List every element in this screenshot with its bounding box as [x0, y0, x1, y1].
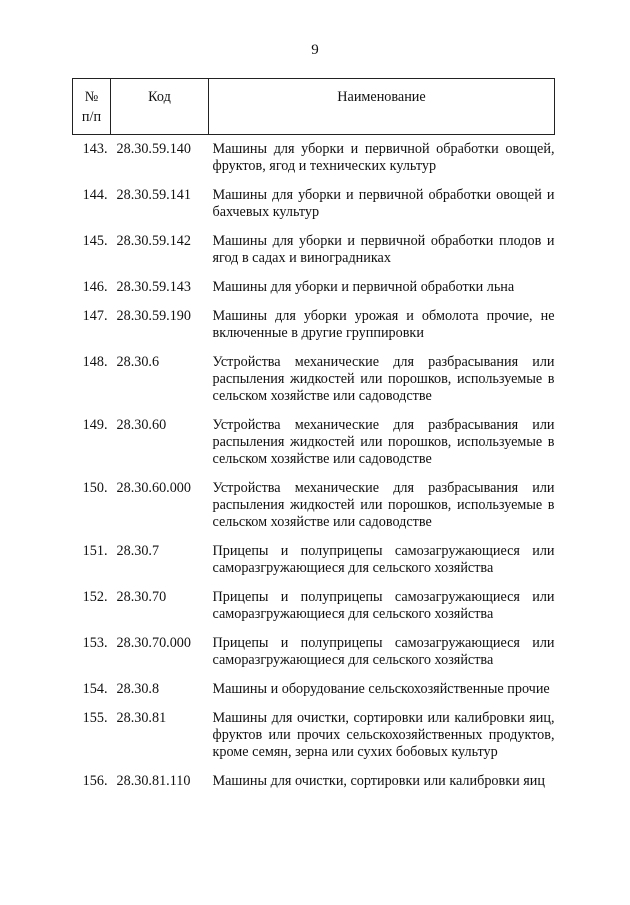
header-number [73, 79, 111, 135]
row-code: 28.30.60.000 [116, 480, 191, 496]
row-name: Прицепы и полуприцепы самозагружающиеся или саморазгружающиеся для сельского хозяйства [212, 635, 555, 668]
table-header-row [73, 79, 555, 135]
row-name: Машины и оборудование сельскохозяйственные прочие [212, 681, 550, 697]
table-row [73, 279, 555, 308]
row-code: 28.30.59.140 [116, 141, 191, 157]
row-number: 155. [82, 710, 108, 726]
row-number: 150. [82, 480, 108, 496]
row-number: 152. [82, 589, 108, 605]
row-name: Прицепы и полуприцепы самозагружающиеся или саморазгружающиеся для сельского хозяйства [212, 589, 555, 622]
row-name: Машины для уборки и первичной обработки льна [212, 279, 515, 295]
table-body [73, 135, 555, 803]
row-name: Прицепы и полуприцепы самозагружающиеся или саморазгружающиеся для сельского хозяйства [212, 543, 555, 576]
row-code: 28.30.6 [116, 354, 160, 370]
row-name: Машины для очистки, сортировки или калибровки яиц [212, 773, 545, 789]
row-number: 146. [82, 279, 108, 295]
row-number: 156. [82, 773, 108, 789]
table-row [73, 187, 555, 233]
classification-table [72, 78, 555, 802]
table-row [73, 354, 555, 417]
row-name: Машины для уборки и первичной обработки овощей и бахчевых культур [212, 187, 555, 220]
table-row [73, 589, 555, 635]
row-code: 28.30.70 [116, 589, 167, 605]
row-name: Машины для уборки и первичной обработки плодов и ягод в садах и виноградниках [212, 233, 555, 266]
table-row [73, 480, 555, 543]
row-code: 28.30.8 [116, 681, 160, 697]
row-number: 144. [82, 187, 108, 203]
row-code: 28.30.81 [116, 710, 167, 726]
row-code: 28.30.59.141 [116, 187, 191, 203]
table-row [73, 233, 555, 279]
row-code: 28.30.59.143 [116, 279, 191, 295]
header-code: Код [111, 79, 209, 135]
row-code: 28.30.81.110 [116, 773, 191, 789]
table-row [73, 681, 555, 710]
row-number: 153. [82, 635, 108, 651]
header-number-symbol: № [84, 89, 99, 105]
row-code: 28.30.59.190 [116, 308, 191, 324]
row-number: 151. [82, 543, 108, 559]
row-name: Устройства механические для разбрасывания или распыления жидкостей или порошков, используемые в сельском хозяйстве или садоводстве [212, 480, 555, 530]
header-name: Наименование [209, 79, 555, 135]
row-name: Устройства механические для разбрасывания или распыления жидкостей или порошков, используемые в сельском хозяйстве или садоводстве [212, 417, 555, 467]
table-row [73, 773, 555, 802]
page-number: 9 [311, 42, 319, 58]
row-code: 28.30.70.000 [116, 635, 191, 651]
table-row [73, 543, 555, 589]
row-code: 28.30.59.142 [116, 233, 191, 249]
row-number: 143. [82, 141, 108, 157]
row-code: 28.30.7 [116, 543, 160, 559]
row-number: 154. [82, 681, 108, 697]
row-name: Машины для уборки урожая и обмолота прочие, не включенные в другие группировки [212, 308, 555, 341]
row-name: Машины для уборки и первичной обработки овощей, фруктов, ягод и технических культур [212, 141, 555, 174]
row-number: 148. [82, 354, 108, 370]
table-header [73, 79, 555, 135]
table-row [73, 417, 555, 480]
table-row [73, 710, 555, 773]
table-row [73, 135, 555, 188]
row-name: Устройства механические для разбрасывания или распыления жидкостей или порошков, используемые в сельском хозяйстве или садоводстве [212, 354, 555, 404]
row-number: 147. [82, 308, 108, 324]
row-name: Машины для очистки, сортировки или калибровки яиц, фруктов или прочих сельскохозяйственных продуктов, кроме семян, зерна или сухих бобовых культур [212, 710, 555, 760]
row-number: 149. [82, 417, 108, 433]
table-row [73, 635, 555, 681]
header-number-abbr: п/п [81, 109, 102, 125]
row-number: 145. [82, 233, 108, 249]
table-row [73, 308, 555, 354]
row-code: 28.30.60 [116, 417, 167, 433]
